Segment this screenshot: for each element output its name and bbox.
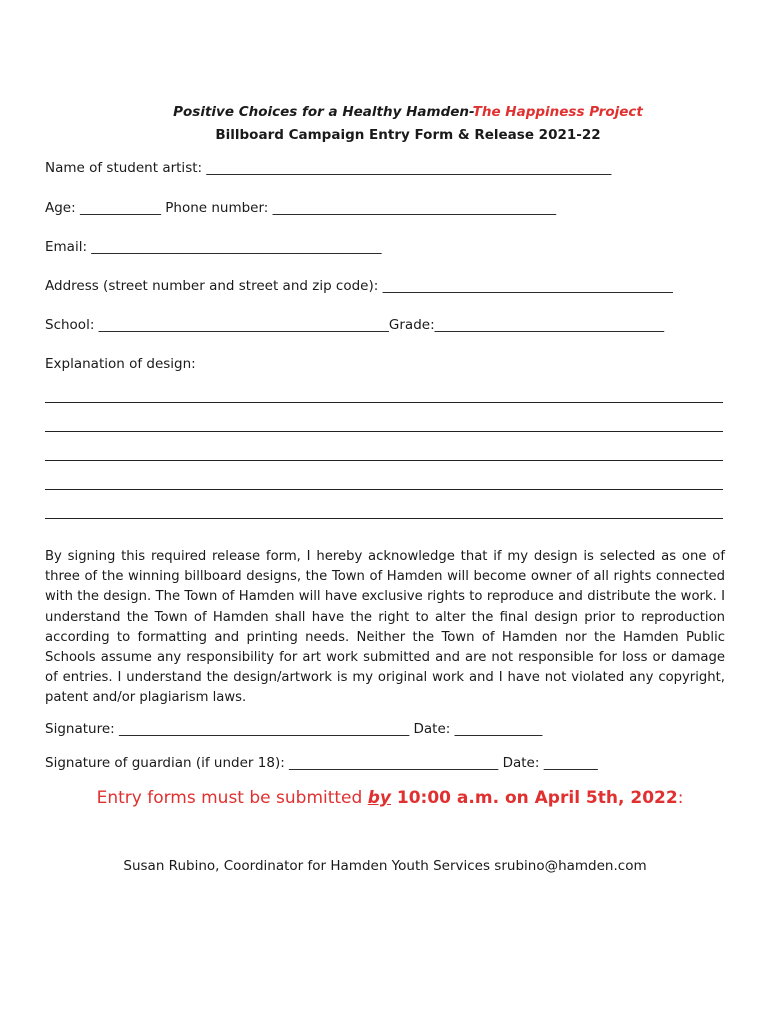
deadline-prefix: Entry forms must be submitted [96,788,368,808]
explanation-line-4[interactable] [45,489,723,490]
title-part2: The Happiness Project [472,104,643,120]
contact-line: Susan Rubino, Coordinator for Hamden Youth Services srubino@hamden.com [123,858,647,874]
age-phone-field[interactable]: Age: ____________ Phone number: __________________________________________ [45,200,557,216]
deadline-suffix: : [677,788,684,808]
explanation-line-2[interactable] [45,431,723,432]
explanation-line-1[interactable] [45,402,723,403]
explanation-line-3[interactable] [45,460,723,461]
deadline-notice [0,788,770,808]
explanation-line-5[interactable] [45,518,723,519]
school-grade-field[interactable]: School: ___________________________________________Grade:__________________________________ [45,317,665,333]
deadline-time: 10:00 a.m. on April 5th, 2022 [390,788,678,808]
student-name-field[interactable]: Name of student artist: ____________________________________________________________ [45,160,612,176]
deadline-by: by [367,788,391,808]
guardian-signature-field[interactable]: Signature of guardian (if under 18): _______________________________ Date: ________ [45,755,598,771]
title-part1: Positive Choices for a Healthy Hamden- [173,104,473,120]
explanation-label: Explanation of design: [45,356,196,372]
address-field[interactable]: Address (street number and street and zip code): ___________________________________________ [45,278,673,294]
form-title [0,104,770,120]
email-field[interactable]: Email: ___________________________________________ [45,239,382,255]
signature-field[interactable]: Signature: ___________________________________________ Date: _____________ [45,721,543,737]
form-subtitle: Billboard Campaign Entry Form & Release 2021-22 [215,127,601,143]
release-text: By signing this required release form, I hereby acknowledge that if my design is selected as one of three of the winning billboard designs, the Town of Hamden will become owner of all rights connected with the design. The Town of Hamden will have exclusive rights to reproduce and distribute the work. I understand the Town of Hamden shall have the right to alter the final design prior to reproduction according to formatting and printing needs. Neither the Town of Hamden nor the Hamden Public Schools assume any responsibility for art work submitted and are not responsible for loss or damage of entries. I understand the design/artwork is my original work and I have not violated any copyright, patent and/or plagiarism laws. [45,549,725,706]
